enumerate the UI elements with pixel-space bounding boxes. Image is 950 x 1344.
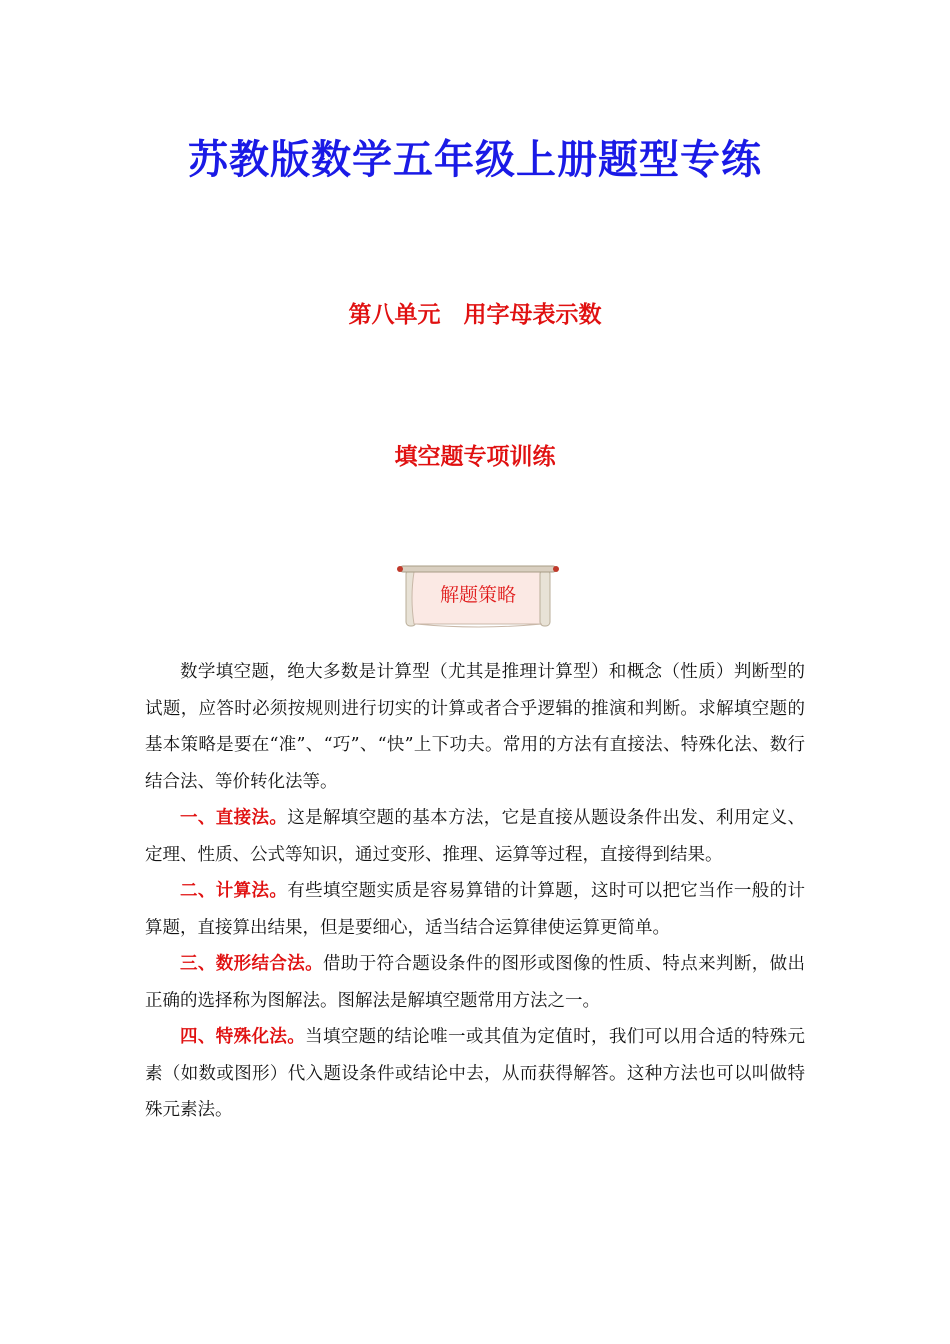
method-paragraph [145, 946, 805, 1019]
method-heading: 一、直接法。 [180, 808, 288, 828]
method-text: 借助于符合题设条件的图形或图像的性质、特点来判断，做出正确的选择称为图解法。图解法是解填空题常用方法之一。 [145, 954, 806, 1011]
strategy-scroll-banner [396, 562, 560, 632]
method-paragraph [145, 800, 805, 873]
method-text: 当填空题的结论唯一或其值为定值时，我们可以用合适的特殊元素（如数或图形）代入题设条件或结论中去，从而获得解答。这种方法也可以叫做特殊元素法。 [145, 1027, 806, 1120]
method-text: 有些填空题实质是容易算错的计算题，这时可以把它当作一般的计算题，直接算出结果，但是要细心，适当结合运算律使运算更简单。 [145, 881, 806, 938]
method-text: 这是解填空题的基本方法，它是直接从题设条件出发、利用定义、定理、性质、公式等知识，通过变形、推理、运算等过程，直接得到结果。 [145, 808, 806, 865]
section-title: 填空题专项训练 [394, 444, 556, 470]
body-text [145, 654, 805, 1129]
method-heading: 四、特殊化法。 [180, 1027, 306, 1047]
method-paragraph [145, 873, 805, 946]
intro-paragraph: 数学填空题，绝大多数是计算型（尤其是推理计算型）和概念（性质）判断型的试题，应答时必须按规则进行切实的计算或者合乎逻辑的推演和判断。求解填空题的基本策略是要在“准”、“巧”、“快”上下功夫。常用的方法有直接法、特殊化法、数行结合法、等价转化法等。 [145, 662, 805, 792]
unit-title: 第八单元 用字母表示数 [348, 302, 602, 328]
method-heading: 二、计算法。 [180, 881, 288, 901]
method-paragraph [145, 1019, 805, 1129]
page-title: 苏教版数学五年级上册题型专练 [188, 136, 762, 183]
scroll-label: 解题策略 [439, 584, 516, 606]
method-heading: 三、数形结合法。 [180, 954, 323, 974]
